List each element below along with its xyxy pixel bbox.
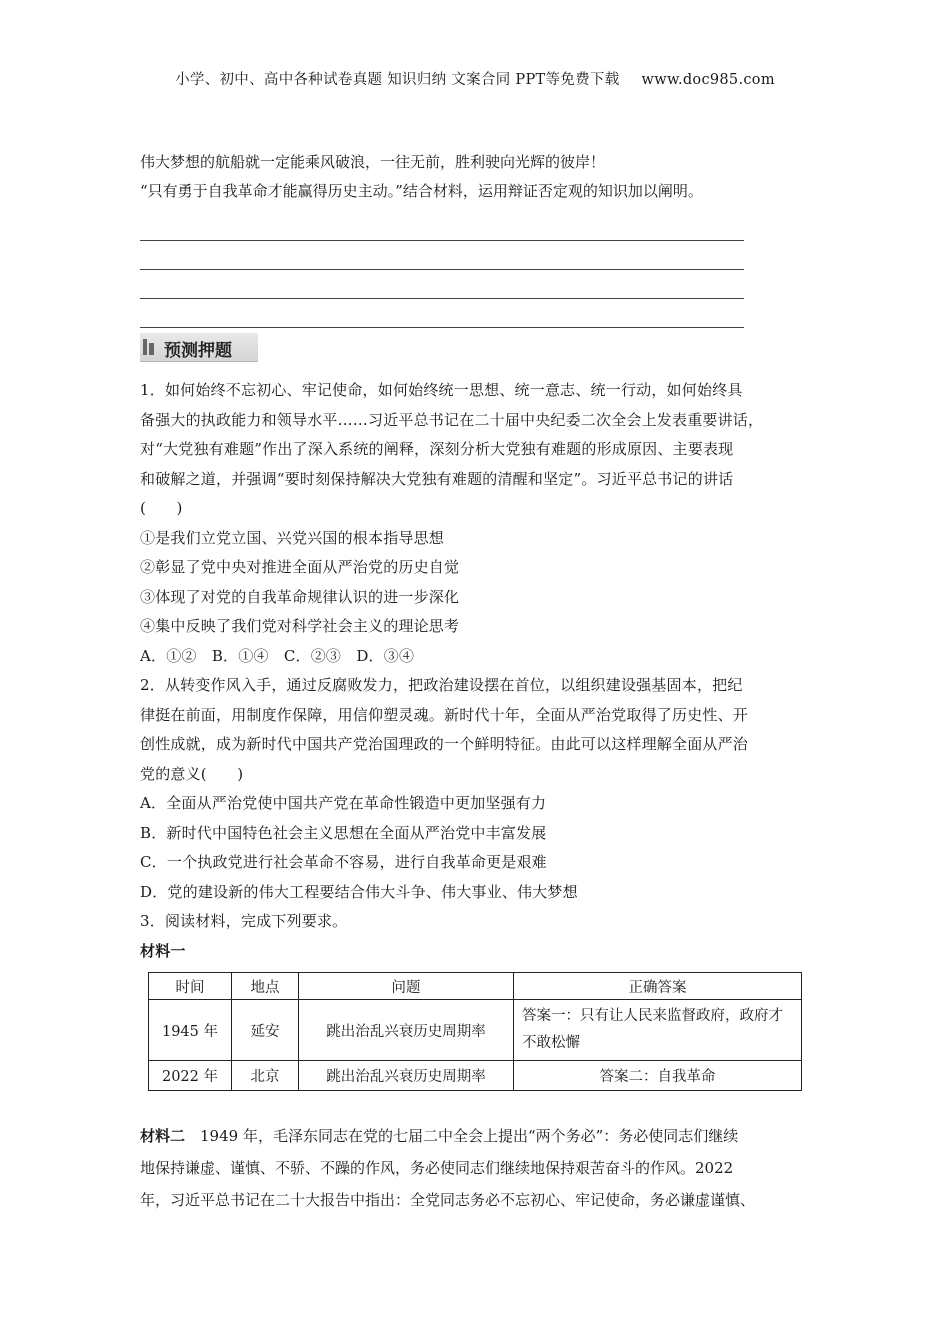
answer-line[interactable] <box>140 212 744 241</box>
q1-item: ③体现了对党的自我革命规律认识的进一步深化 <box>140 587 460 606</box>
table-cell: 1945 年 <box>149 1000 232 1061</box>
material2-text: 1949 年，毛泽东同志在党的七届二中全会上提出“两个务必”：务必使同志们继续 <box>185 1127 739 1145</box>
q2-stem-line: 党的意义( ) <box>140 764 244 783</box>
q2-option: B．新时代中国特色社会主义思想在全面从严治党中丰富发展 <box>140 823 547 842</box>
q1-stem-line: ( ) <box>140 499 183 517</box>
q1-stem-line: 1．如何始终不忘初心、牢记使命，如何始终统一思想、统一意志、统一行动，如何始终具 <box>140 381 743 399</box>
q1-item: ②彰显了党中央对推进全面从严治党的历史自觉 <box>140 558 460 576</box>
top-line-2: “只有勇于自我革命才能赢得历史主动。”结合材料，运用辩证否定观的知识加以阐明。 <box>140 182 703 200</box>
q2-option: C．一个执政党进行社会革命不容易，进行自我革命更是艰难 <box>140 853 547 871</box>
table-header: 时间 <box>149 973 232 1000</box>
section-bar-icon <box>143 339 147 355</box>
table-cell: 2022 年 <box>149 1061 232 1091</box>
answer-line[interactable] <box>140 299 744 328</box>
top-line-1: 伟大梦想的航船就一定能乘风破浪，一往无前，胜利驶向光辉的彼岸！ <box>140 153 606 171</box>
header-url[interactable]: www.doc985.com <box>641 72 775 88</box>
table-cell: 跳出治乱兴衰历史周期率 <box>299 1000 514 1061</box>
answer-line[interactable] <box>140 241 744 270</box>
q3-stem: 3．阅读材料，完成下列要求。 <box>140 912 348 930</box>
q2-stem-line: 创性成就，成为新时代中国共产党治国理政的一个鲜明特征。由此可以这样理解全面从严治 <box>140 735 749 753</box>
section-heading <box>140 333 258 362</box>
q1-stem-line: 对“大党独有难题”作出了深入系统的阐释，深刻分析大党独有难题的形成原因、主要表现 <box>140 440 734 458</box>
q2-option: A．全面从严治党使中国共产党在革命性锻造中更加坚强有力 <box>140 794 547 812</box>
questions <box>140 376 812 966</box>
page-header <box>0 68 950 89</box>
table-header: 地点 <box>232 973 299 1000</box>
section-bar-icon <box>149 343 154 355</box>
q1-item: ①是我们立党立国、兴党兴国的根本指导思想 <box>140 528 445 547</box>
table-header: 问题 <box>299 973 514 1000</box>
table-cell: 北京 <box>232 1061 299 1091</box>
top-section <box>140 148 820 328</box>
material2-line <box>140 1120 830 1152</box>
header-text: 小学、初中、高中各种试卷真题 知识归纳 文案合同 PPT等免费下载 <box>175 72 620 88</box>
q2-option: D．党的建设新的伟大工程要结合伟大斗争、伟大事业、伟大梦想 <box>140 882 578 901</box>
q1-item: ④集中反映了我们党对科学社会主义的理论思考 <box>140 617 460 635</box>
q1-options: A．①② B．①④ C．②③ D．③④ <box>140 646 415 665</box>
table-header: 正确答案 <box>514 973 802 1000</box>
table-cell: 延安 <box>232 1000 299 1061</box>
material1-label: 材料一 <box>140 941 186 960</box>
answer-lines[interactable] <box>140 212 820 328</box>
table-cell: 跳出治乱兴衰历史周期率 <box>299 1061 514 1091</box>
material2 <box>140 1120 830 1216</box>
q1-stem-line: 备强大的执政能力和领导水平……习近平总书记在二十届中央纪委二次全会上发表重要讲话， <box>140 410 764 429</box>
q2-stem-line: 2．从转变作风入手，通过反腐败发力，把政治建设摆在首位，以组织建设强基固本，把纪 <box>140 676 743 694</box>
table-cell: 答案一：只有让人民来监督政府，政府才不敢松懈 <box>514 1000 802 1061</box>
material2-label: 材料二 <box>140 1127 186 1145</box>
table-header-row <box>149 973 802 1000</box>
material2-line: 地保持谦虚、谨慎、不骄、不躁的作风，务必使同志们继续地保持艰苦奋斗的作风。2022 <box>140 1159 734 1177</box>
section-title: 预测押题 <box>164 341 232 361</box>
material2-line: 年，习近平总书记在二十大报告中指出：全党同志务必不忘初心、牢记使命，务必谦虚谨慎、 <box>140 1191 756 1209</box>
q1-stem-line: 和破解之道，并强调“要时刻保持解决大党独有难题的清醒和坚定”。习近平总书记的讲话 <box>140 469 734 488</box>
q2-stem-line: 律挺在前面，用制度作保障，用信仰塑灵魂。新时代十年，全面从严治党取得了历史性、开 <box>140 705 749 724</box>
table-row <box>149 1000 802 1061</box>
material1-table <box>148 972 802 1091</box>
answer-line[interactable] <box>140 270 744 299</box>
table-cell: 答案二：自我革命 <box>514 1061 802 1091</box>
table-row <box>149 1061 802 1091</box>
